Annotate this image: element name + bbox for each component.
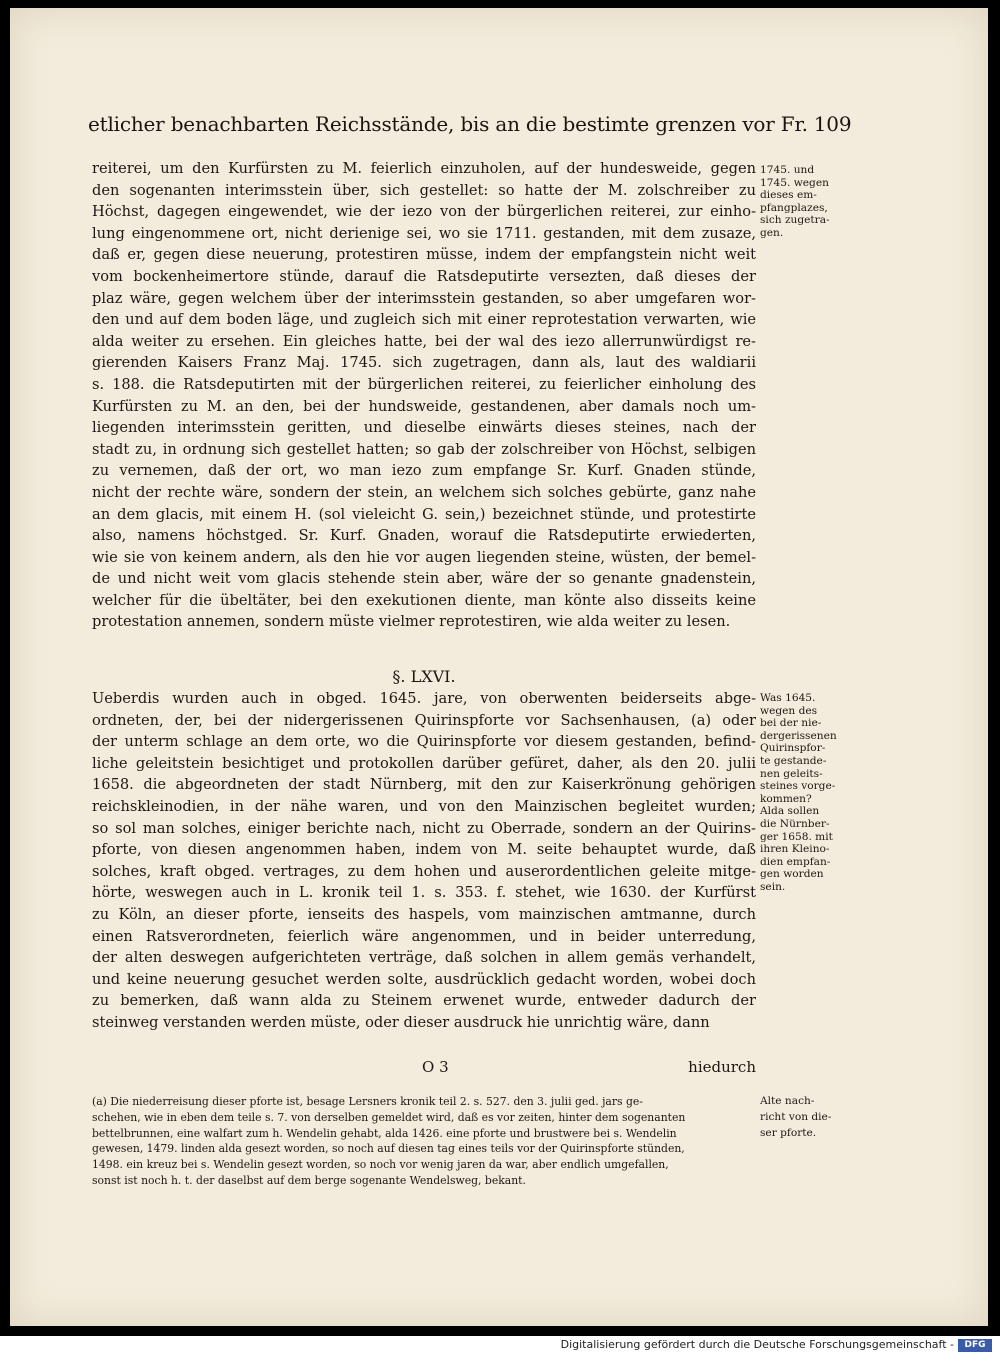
credit-bar	[0, 1336, 1000, 1355]
footnote-line: schehen, wie in eben dem teile s. 7. von derselben gemeldet wird, daß es vor zeiten, hinter dem sogenanten	[92, 1110, 686, 1124]
text-line: lung eingenommene ort, nicht derienige sei, wo sie 1711. gestanden, mit dem zusaze,	[92, 224, 756, 242]
text-line: pforte, von diesen angenommen haben, indem von M. seite behauptet wurde, daß	[92, 841, 756, 859]
text-line: liche geleitstein besichtiget und protokollen darüber gefüret, daher, als den 20. julii	[92, 754, 756, 772]
text-line: und keine neuerung gesuchet werden solte, ausdrücklich gedacht worden, wobei doch	[92, 970, 756, 988]
paragraph-1	[92, 158, 756, 633]
margin-line: kommen?	[760, 792, 812, 805]
margin-line: nen geleits-	[760, 767, 823, 780]
text-line: s. 188. die Ratsdeputirten mit der bürgerlichen reiterei, zu feierlicher einholung des	[92, 375, 756, 393]
text-line: zu bemerken, daß wann alda zu Steinem erwenet wurde, entweder dadurch der	[92, 992, 756, 1010]
text-line: zu Köln, an dieser pforte, ienseits des haspels, vom mainzischen amtmanne, durch	[92, 905, 756, 923]
text-line: de und nicht weit vom glacis stehende stein aber, wäre der so genante gnadenstein,	[92, 570, 756, 588]
margin-note-1	[760, 164, 844, 240]
margin-line: te gestande-	[760, 754, 827, 767]
margin-line: gen.	[760, 226, 784, 239]
text-line: alda weiter zu ersehen. Ein gleiches hatte, bei der wal des iezo allerrunwürdigst re-	[92, 332, 756, 350]
text-line: plaz wäre, gegen welchem über der interimsstein gestanden, so aber umgefaren wor-	[92, 289, 756, 307]
margin-line: gen worden	[760, 868, 824, 881]
text-line: daß er, gegen diese neuerung, protestiren müsse, indem der empfangstein nicht weit	[92, 246, 756, 264]
dfg-logo: DFG	[958, 1339, 992, 1352]
running-title: etlicher benachbarten Reichsstände, bis an die bestimte grenzen vor Fr.	[88, 112, 808, 136]
margin-line: pfangplazes,	[760, 201, 828, 214]
text-line: protestation annemen, sondern müste vielmer reprotestiren, wie alda weiter zu lesen.	[92, 613, 731, 631]
footnote-line: gewesen, 1479. linden alda gesezt worden, so noch auf diesen tag eines teils vor der Quirinspforte stünden,	[92, 1142, 685, 1156]
margin-line: Was 1645.	[760, 692, 816, 704]
margin-line: Alda sollen	[760, 805, 820, 818]
margin-line: 1745. und	[760, 164, 815, 176]
footnote	[92, 1094, 756, 1189]
credit-text: Digitalisierung gefördert durch die Deutsche Forschungsgemeinschaft -	[560, 1338, 954, 1351]
text-line: Höchst, dagegen eingewendet, wie der iezo von der bürgerlichen reiterei, zur einho-	[92, 203, 756, 221]
text-line: so sol man solches, einiger berichte nach, nicht zu Oberrade, sondern an der Quirins-	[92, 819, 756, 837]
margin-line: sein.	[760, 880, 786, 893]
margin-line: dergerissenen	[760, 729, 837, 742]
page-number: 109	[813, 112, 852, 136]
signature-mark: O 3	[422, 1058, 449, 1076]
footnote-line: bettelbrunnen, eine walfart zum h. Wendelin gehabt, alda 1426. eine pforte und brustwere bei s. Wendelin	[92, 1126, 677, 1140]
footnote-line: sonst ist noch h. t. der daselbst auf dem berge sogenante Wendelsweg, bekant.	[92, 1173, 526, 1187]
text-line: vom bockenheimertore stünde, darauf die Ratsdeputirte versezten, daß dieses der	[92, 267, 756, 285]
text-line: gierenden Kaisers Franz Maj. 1745. sich zugetragen, dann als, laut des waldiarii	[92, 354, 756, 372]
margin-line: sich zugetra-	[760, 214, 830, 227]
margin-line: steines vorge-	[760, 780, 836, 793]
margin-line: ihren Kleino-	[760, 843, 830, 856]
margin-line: wegen des	[760, 704, 818, 717]
text-line: also, namens höchstged. Sr. Kurf. Gnaden, worauf die Ratsdeputirte erwiederten,	[92, 527, 756, 545]
text-line: zu vernemen, daß der ort, wo man iezo zum empfange Sr. Kurf. Gnaden stünde,	[92, 462, 756, 480]
text-line: reiterei, um den Kurfürsten zu M. feierlich einzuholen, auf der hundesweide, gegen	[92, 160, 756, 177]
margin-note-2	[760, 692, 844, 894]
text-line: Ueberdis wurden auch in obged. 1645. jare, von oberwenten beiderseits abge-	[92, 690, 756, 707]
text-line: reichskleinodien, in der nähe waren, und von den Mainzischen begleitet wurden;	[92, 797, 756, 815]
text-line: den und auf dem boden läge, und zugleich sich mit einer reprotestation verwarten, wie	[92, 311, 756, 329]
text-line: einen Ratsverordneten, feierlich wäre angenommen, und in beider unterredung,	[92, 927, 756, 945]
margin-line: bei der nie-	[760, 717, 822, 730]
text-line: stadt zu, in ordnung sich gestellet hatten; so gab der zolschreiber von Höchst, selbigen	[92, 440, 756, 458]
text-line: steinweg verstanden werden müste, oder dieser ausdruck hie unrichtig wäre, dann	[92, 1013, 710, 1031]
margin-line: ger 1658. mit	[760, 830, 833, 843]
text-line: an dem glacis, mit einem H. (sol vieleicht G. sein,) bezeichnet stünde, und protestirte	[92, 505, 756, 523]
footnote-line: 1498. ein kreuz bei s. Wendelin gesezt worden, so noch vor wenig jaren da war, aber endlich umgefallen,	[92, 1158, 669, 1172]
footnote-margin-note	[760, 1094, 844, 1141]
text-line: welcher für die übeltäter, bei den exekutionen diente, man könte also disseits keine	[92, 591, 756, 609]
text-line: der alten deswegen aufgerichteten verträge, daß solchen in allem gemäs verhandelt,	[92, 949, 756, 967]
margin-line: Alte nach-	[760, 1095, 815, 1107]
text-line: nicht der rechte wäre, sondern der stein, an welchem sich solches gebürte, ganz nahe	[92, 483, 756, 501]
margin-line: ser pforte.	[760, 1126, 817, 1139]
text-line: solches, kraft obged. vertrages, zu dem hohen und auserordentlichen geleite mitge-	[92, 862, 756, 880]
margin-line: Quirinspfor-	[760, 742, 826, 755]
margin-line: die Nürnber-	[760, 817, 830, 830]
text-line: der unterm schlage an dem orte, wo die Quirinspforte vor diesem gestanden, befind-	[92, 733, 756, 751]
catchword: hiedurch	[688, 1058, 756, 1076]
margin-line: dien empfan-	[760, 855, 831, 868]
margin-line: richt von die-	[760, 1110, 832, 1123]
running-header	[88, 112, 852, 136]
page-foot-row	[92, 1058, 756, 1080]
margin-line: 1745. wegen	[760, 176, 829, 189]
paragraph-2	[92, 688, 756, 1034]
footnote-line: (a) Die niederreisung dieser pforte ist, besage Lersners kronik teil 2. s. 527. den 3. julii ged. jars ge-	[92, 1095, 643, 1108]
text-line: ordneten, der, bei der nidergerissenen Quirinspforte vor Sachsenhausen, (a) oder	[92, 711, 756, 729]
margin-line: dieses em-	[760, 189, 817, 202]
text-line: 1658. die abgeordneten der stadt Nürnberg, mit den zur Kaiserkrönung gehörigen	[92, 776, 756, 794]
text-line: liegenden interimsstein geritten, und dieselbe einwärts dieses steines, nach der	[92, 419, 756, 437]
section-heading: §. LXVI.	[392, 667, 456, 686]
text-line: wie sie von keinem andern, als den hie vor augen liegenden steine, wüsten, der bemel-	[92, 548, 756, 566]
text-line: hörte, weswegen auch in L. kronik teil 1. s. 353. f. stehet, wie 1630. der Kurfürst	[92, 884, 756, 902]
text-line: den sogenanten interimsstein über, sich gestellet: so hatte der M. zolschreiber zu	[92, 181, 756, 199]
text-line: Kurfürsten zu M. an den, bei der hundsweide, gestandenen, aber damals noch um-	[92, 397, 756, 415]
